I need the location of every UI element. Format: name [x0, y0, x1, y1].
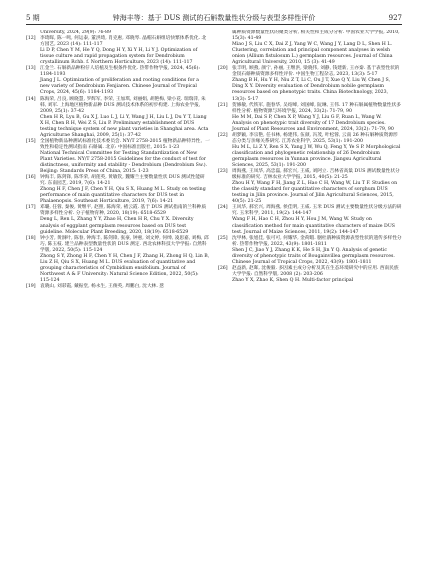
reference-text: Shen J C, Jiao Y J, Zhang K K, He S H, Jin Y Q. Analysis of genetic diversity of phenotypic traits of Bougainvillea germplasm resources. Chinese Journal of Tropical Crops, 2022, 43(9): 1801-1811 [232, 247, 395, 265]
reference-text: Zhong H F, Chen J F, Chen Y H, Qiu S X, Huang M L. Study on testing performance of main quantitative characters for DUS test in Phalaenopsis. Southeast Horticulture, 2019, 7(6): 14-21 [40, 187, 206, 205]
reference-entry [26, 284, 210, 290]
reference-entry [218, 205, 402, 235]
reference-text: Hu M L, Li Z Y, Ren S X, Yang J W, Wu Q, Feng Y, Ye S P. Morphological classification and phylogenetic relationship of 26 Dendrobium germplasm resources in Yunnan province. Jiangsu Agricultural Sciences, 2025, 53(1): 191-200 [232, 144, 401, 169]
reference-text: 周海燕, 王凤华, 高忠磊, 郝宏兴, 王威, 刘阿立. 吉林省高粱 DUS 测试数量性状分级标准的研究. 吉林农业大学学报, 2015, 40(5): 21-25 [232, 169, 400, 181]
reference-body [232, 236, 402, 266]
reference-text: 陈海荣, 吕良, 顾晓慧, 罗辉军, 李荣, 王加琪, 刘丽娟, 胡艳梅, 梁小花. 瑞瑞萍, 朱韩, 刘军. 上海地区植物新品种 DUS 测试技术体系的初步构建. 上海农业学报, 2009, 25(1): 37-42 [40, 96, 206, 114]
reference-body [232, 66, 402, 102]
right-reference-list [218, 66, 402, 284]
reference-text: 江金兰. 石斛新品种粉仔人培植及生根条件优化. 热带作物学报, 2024, 45(6): 1184-1193 [40, 66, 200, 78]
page-number-left: 5 期 [26, 14, 40, 22]
reference-text: Zhang B H, Hu Y H, Niu Z T, Li C, Ou J T, Xue Q Y, Liu W, Chen J S, Ding X Y. Diversity evaluation of Dendrobium nobile germplasm resources based on phenotypic traits. China Biotechnology, 2023, 13(3): 5-17 [232, 78, 391, 102]
right-continuation: 属种质资源数量性状的聚类分析, 相关性和主成分分析. 中国农业大学学报, 2010, 15(3): 41-49 [232, 30, 400, 42]
reference-body [232, 266, 402, 284]
reference-body [232, 133, 402, 169]
left-continuation: University, 2024, 29(9): 76-89 [40, 30, 112, 35]
reference-number: [13] [26, 66, 36, 72]
reference-body [40, 236, 210, 284]
reference-entry [26, 205, 210, 235]
reference-number: [15] [26, 138, 36, 144]
reference-body [232, 205, 402, 235]
reference-entry [26, 36, 210, 66]
running-title: 钟海丰等：基于 DUS 测试的石斛数量性状分级与表型多样性评价 [112, 14, 316, 22]
right-continuation-en: Miao J S, Liu C X, Dai Z J, Yang W C, Wang J Y, Lang D L, Shen H L. Clustering, correlation and principal component analyses in welsh onion (Allium fistulosum L.) germplasm resources. Journal of China Agricultural University, 2010, 15 (3): 41-49 [232, 42, 393, 66]
reference-number: [21] [218, 102, 228, 108]
reference-body [40, 66, 210, 96]
reference-text: 袁晓山, 刘彩霞, 戴振堂, 杨永生, 王俊英, 周鹏白, 沈大林. 葱 [40, 283, 164, 289]
reference-text: Chen H R, Lyu B, Gu X J, Luo L J, Li Y, Wang J H, Liu L J, Du Y T, Liang X H, Chen R H, Wei Z S, Liu P. Preliminary establishment of DUS testing technique system of new plant varieties in Shanghai area. Acta Agriculturae Shanghai, 2009, 25(1): 37-42 [40, 114, 209, 138]
reference-number: [16] [26, 175, 36, 181]
reference-text: 张丰明, 顾燕, 颜宁, 孙丽, 王继洪, 梁晓伟, 刘静, 钱建新, 王亦秦. 基于表型性状的金钗石斛种质资源多样性评价. 中国生物工程杂志, 2023, 13(3): 5-17 [232, 66, 400, 78]
reference-number: [19] [26, 283, 36, 289]
reference-number: [22] [218, 132, 228, 138]
reference-entry [218, 236, 402, 266]
reference-entry [26, 66, 210, 96]
reference-text: 贺修敏, 代铁军, 施春华, 吴绍峰, 刘国峰, 阮琳, 王伟. 17 种石斛属植物数量性状多样性分析. 植物资源与环境学报, 2024, 33(2): 71-79, 90 [232, 102, 401, 114]
reference-body [40, 139, 210, 175]
reference-number: [20] [218, 66, 228, 72]
reference-text: 李琦晖, 陈一鸣, 何运泰, 董洪琦, 肖克惠, 邓晓琴. 晶帽石斛组培快繁体系优化. 北方园艺, 2023 (14): 111-117 [40, 36, 207, 48]
left-reference-list [26, 36, 210, 290]
reference-number: [18] [26, 235, 36, 241]
reference-entry [218, 169, 402, 205]
reference-text: 胡梦颖, 李宗艳, 任书林, 杨建伟, 伍颜, 冯茂, 叶松蓉, 云南 26 种石斛种质资源形态分类与亲缘关系研究. 江苏农业科学, 2025, 53(1): 191-200 [232, 132, 398, 144]
reference-text: Zhong S Y, Zhong H F, Chen Y H, Chen J F, Zhang H, Zhong H Q, Lin B, Liu Z H, Qiu S X, Huang M L. DUS evaluation of quantitative and grouping characteristics of Cymbidium ensifolium. Journal of Northwest A & F University: Natural Science Edition, 2022, 50(5): 115-124 [40, 253, 210, 283]
reference-number: [25] [218, 235, 228, 241]
reference-entry [26, 236, 210, 284]
reference-body [40, 175, 210, 205]
page-header [26, 12, 402, 24]
reference-number: [24] [218, 205, 228, 211]
right-column [218, 30, 402, 568]
reference-number: [17] [26, 205, 36, 211]
reference-text: 钟海丰, 陈剑锋, 陈华荣, 胡莲英, 黄敏钦, 魏耀兰主要数量性状 DUS 测试性能研究. 东南园艺, 2019, 7(6): 14-21 [40, 175, 205, 187]
reference-number: [23] [218, 169, 228, 175]
reference-text: Wang F H, Hao C H, Zhou H Y, Hou J M, Wang W. Study on classification method for main quantitative characters of maize DUS test. Journal of Maize Sciences, 2011, 19(2): 144-147 [232, 217, 395, 235]
reference-text: Li D P, Chen Y M, He Y Q, Dong H Y, Xi Y H, Li Y J. Optimization of tissue culture and rapid propagation system for Dendrobium crystallinum Rchb. f. Northern Horticulture, 2023 (14): 111-117 [40, 48, 198, 66]
reference-entry [26, 97, 210, 139]
reference-entry [218, 103, 402, 133]
reference-number: [12] [26, 36, 36, 42]
reference-text: 赵益新, 赵晖, 沈俊毅. 多因素主成分分析及其在生态环境研究中的应用. 西南民族大学学报: 自然科学版, 2008 (2): 203-206 [232, 265, 399, 277]
reference-entry [26, 175, 210, 205]
reference-text: 全国植物新品种测试标准化技术委员会. NY/T 2758-2015 植物新品种特异性、一致性和稳定性测试指南 石斛属. 北京: 中国标准出版社, 2015: 1-23 [40, 138, 210, 150]
reference-text: 邓璐, 任蓉, 秦俊, 黄继平, 赵照, 陈海荣, 褚云霞. 基于 DUS 测试指南的兰科种质资源多样性分析. 分子植物育种, 2020, 18(19): 6518-6529 [40, 205, 207, 217]
header-rule [26, 24, 402, 25]
reference-number: [14] [26, 96, 36, 102]
reference-body [232, 103, 402, 133]
reference-text: 王风华, 郝宏兴, 周海燕, 侯佳明, 王威. 玉米 DUS 测试主要数量性状分级方法的研究. 玉米科学, 2011, 19(2): 144-147 [232, 205, 402, 217]
reference-body [40, 97, 210, 139]
reference-number: [26] [218, 265, 228, 271]
page-number-right: 927 [388, 14, 402, 22]
reference-body [40, 36, 210, 66]
reference-text: He M M, Dai S P, Chen X P, Wang Y J, Liu G F, Ruan L, Wang W. Analysis on phenotypic trait diversity of 17 Dendrobium species. Journal of Plant Resources and Environment, 2024, 33(2): 71-79, 90 [232, 114, 394, 132]
reference-text: National Technical Committee for Testing Standardization of New Plant Varieties. NY/T 2758-2015 Guidelines for the conduct of test for distinctness, uniformity and stability - Dendrobium (Dendrobium Sw.). Beijing: Standards Press of China, 2015: 1-23 [40, 150, 208, 175]
reference-entry [218, 66, 402, 102]
reference-body [232, 169, 402, 205]
left-column [26, 30, 210, 568]
reference-text: 沈甲林, 张旭佳, 张可可, 何耀华, 金荷暇. 胭杜鹃种质资源表型性状的遗传多样性分析. 热带作物学报, 2022, 43(9): 1801-1811 [232, 235, 402, 247]
reference-body [40, 284, 210, 290]
reference-text: Zhou H Y, Wang F H, Jiang Z L, Hao C H, Wang W, Liu T F. Studies on the classify standard for quantitative characters of sorghum DUS testing in Jilin province. Journal of Jilin Agricultural Sciences, 2015, 40(5): 21-25 [232, 181, 398, 205]
reference-entry [218, 266, 402, 284]
reference-entry [218, 133, 402, 169]
reference-text: 钟小芳, 黄洞叶, 陈春, 钟海丰, 陈剑锋, 张豪, 钟惠, 刘文婷, 何绅, 凌思嘉, 刘梅, 邱巧, 陈玉枝. 建兰品种表型数量性状的 DUS 测定. 西北农林科技大学学报: 自然科学版, 2022, 50(5): 115-124 [40, 235, 209, 253]
reference-body [40, 205, 210, 235]
reference-text: Zhao Y X, Zhao K, Shen Q H. Multi-factor principal [232, 277, 354, 283]
reference-text: Deng L, Ren L, Zhang Y Y, Zhao H, Chen H R, Chu Y X. Diversity analysis of eggplant germplasm resources based on DUS test guideline. Molecular Plant Breeding, 2020, 18(19): 6518-6529 [40, 217, 194, 235]
reference-text: Jiang J L. Optimization of proliferation and rooting conditions for a new variety of Dendrobium Fenjiaren. Chinese Journal of Tropical Crops, 2024, 45(6): 1184-1193 [40, 78, 199, 96]
reference-entry [26, 139, 210, 175]
